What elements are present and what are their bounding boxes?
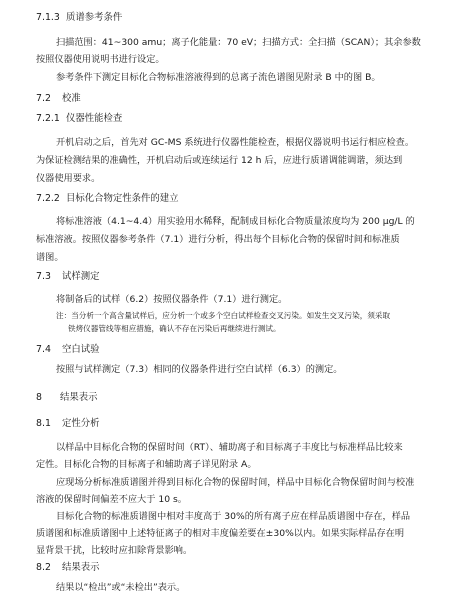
paragraph-line: 应现场分析标准质谱图并得到目标化合物的保留时间，样品中目标化合物保留时间与校准: [56, 477, 415, 488]
section-title: 质谱参考条件: [66, 12, 123, 23]
paragraph-line: 溶液的保留时间偏差不应大于 10 s。: [36, 494, 187, 505]
paragraph-line: 质谱图和标准质谱图中上述特征离子的相对丰度偏差要在±30%以内。如果实际样品存在明: [36, 528, 405, 539]
note-line: 注：当分析一个高含量试样后，应分析一个或多个空白试样检查交叉污染。如发生交叉污染，须采取: [56, 311, 391, 320]
section-number: 8.1: [36, 418, 51, 429]
section-title: 仪器性能检查: [66, 113, 123, 124]
section-heading-8-1: [36, 418, 100, 430]
section-number: 7.3: [36, 271, 51, 282]
paragraph-line: 将标准溶液（4.1~4.4）用实验用水稀释，配制成目标化合物质量浓度均为 200 μg/L 的: [56, 216, 415, 227]
section-title: 定性分析: [62, 418, 100, 429]
paragraph-line: 目标化合物的标准质谱图中相对丰度高于 30%的所有离子应在样品质谱图中存在，样品: [56, 511, 411, 522]
note-line: 铁烤仪器管线等相应措施，确认不存在污染后再继续进行测试。: [68, 324, 281, 333]
paragraph-line: 按照与试样测定（7.3）相同的仪器条件进行空白试样（6.3）的测定。: [56, 364, 343, 375]
section-title: 校准: [62, 93, 81, 104]
paragraph-line: 显背景干扰，比较时应扣除背景影响。: [36, 545, 193, 556]
section-title: 目标化合物定性条件的建立: [66, 193, 179, 204]
paragraph-line: 定性。目标化合物的目标离子和辅助离子详见附录 A。: [36, 459, 257, 470]
section-heading-8: [36, 392, 98, 404]
paragraph-line: 为保证检测结果的准确性，开机启动后或连续运行 12 h 后，应进行质谱调能调谐，须达到: [36, 155, 403, 166]
section-title: 结果表示: [62, 562, 100, 573]
paragraph-line: 谱图。: [36, 252, 64, 263]
paragraph-line: 按照仪器使用说明书进行设定。: [36, 54, 165, 65]
section-heading-7-2-1: [36, 113, 122, 125]
paragraph-line: 开机启动之后，首先对 GC-MS 系统进行仪器性能检查，根据仪器说明书运行相应检查。: [56, 137, 415, 148]
paragraph-line: 扫描范围：41~300 amu；离子化能量：70 eV；扫描方式：全扫描（SCAN）；其余参数: [56, 37, 421, 48]
section-number: 8.2: [36, 562, 51, 573]
section-heading-7-2-2: [36, 193, 179, 205]
section-number: 7.4: [36, 344, 51, 355]
paragraph-line: 仪器使用要求。: [36, 173, 101, 184]
paragraph-line: 将制备后的试样（6.2）按照仪器条件（7.1）进行测定。: [56, 294, 288, 305]
paragraph-line: 结果以“检出”或“未检出”表示。: [56, 582, 186, 593]
section-heading-7-3: [36, 271, 100, 283]
section-heading-8-2: [36, 562, 100, 574]
paragraph-line: 参考条件下测定目标化合物标准溶液得到的总离子流色谱图见附录 B 中的图 B。: [56, 72, 381, 83]
section-number: 7.2: [36, 93, 51, 104]
section-heading-7-2: [36, 93, 81, 105]
section-heading-7-4: [36, 344, 100, 356]
section-title: 结果表示: [60, 392, 98, 403]
section-number: 7.1.3: [36, 12, 60, 23]
section-number: 7.2.2: [36, 193, 60, 204]
section-title: 试样测定: [62, 271, 100, 282]
section-title: 空白试验: [62, 344, 100, 355]
section-number: 7.2.1: [36, 113, 60, 124]
section-heading-7-1-3: [36, 12, 122, 24]
paragraph-line: 以样品中目标化合物的保留时间（RT）、辅助离子和目标离子丰度比与标准样品比较来: [56, 442, 403, 453]
section-number: 8: [36, 392, 42, 403]
paragraph-line: 标准溶液。按照仪器参考条件（7.1）进行分析，得出每个目标化合物的保留时间和标准质: [36, 234, 400, 245]
